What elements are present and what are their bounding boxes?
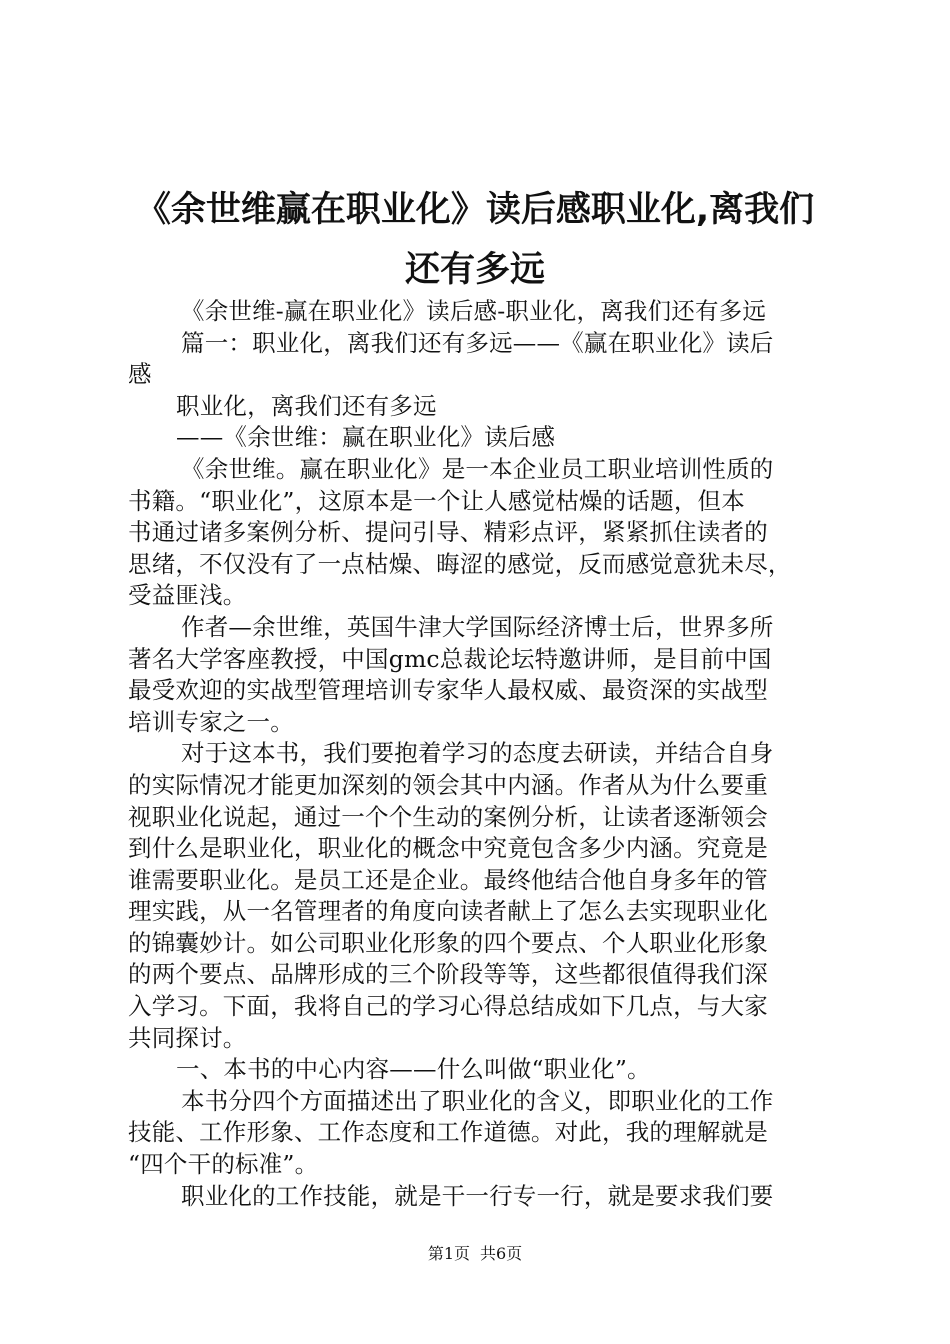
body-line: 职业化，离我们还有多远 xyxy=(176,391,437,420)
page-number: 第1页 xyxy=(427,1244,470,1263)
body-line: 最受欢迎的实战型管理培训专家华人最权威、最资深的实战型 xyxy=(128,676,768,705)
body-line: 作者—余世维，英国牛津大学国际经济博士后，世界多所 xyxy=(181,612,774,641)
page-total: 共6页 xyxy=(480,1244,523,1263)
body-line: 感 xyxy=(128,360,152,389)
body-line: 的实际情况才能更加深刻的领会其中内涵。作者从为什么要重 xyxy=(128,770,768,799)
body-line: 的锦囊妙计。如公司职业化形象的四个要点、个人职业化形象 xyxy=(128,928,768,957)
body-line: 著名大学客座教授，中国gmc总裁论坛特邀讲师，是目前中国 xyxy=(128,644,772,673)
body-line: 共同探讨。 xyxy=(128,1023,247,1052)
body-line: 培训专家之一。 xyxy=(128,707,294,736)
body-line: 谁需要职业化。是员工还是企业。最终他结合他自身多年的管 xyxy=(128,865,768,894)
body-line: 职业化的工作技能，就是干一行专一行，就是要求我们要 xyxy=(181,1181,774,1210)
page-footer xyxy=(0,1244,950,1264)
body-line: 理实践，从一名管理者的角度向读者献上了怎么去实现职业化 xyxy=(128,897,768,926)
body-line: 书籍。“职业化”，这原本是一个让人感觉枯燥的话题，但本 xyxy=(128,486,745,515)
body-line: 的两个要点、品牌形成的三个阶段等等，这些都很值得我们深 xyxy=(128,960,768,989)
body-line: 受益匪浅。 xyxy=(128,581,247,610)
document-body xyxy=(128,296,828,1212)
body-line: 入学习。下面，我将自己的学习心得总结成如下几点，与大家 xyxy=(128,992,768,1021)
body-line: 篇一：职业化，离我们还有多远——《赢在职业化》读后 xyxy=(181,328,774,357)
body-line: 本书分四个方面描述出了职业化的含义，即职业化的工作 xyxy=(181,1086,774,1115)
document-title-line-1: 《余世维赢在职业化》读后感职业化,离我们 xyxy=(135,190,815,230)
document-title-line-2: 还有多远 xyxy=(404,250,545,290)
body-line: “四个干的标准”。 xyxy=(128,1150,319,1179)
body-line: 视职业化说起，通过一个个生动的案例分析，让读者逐渐领会 xyxy=(128,802,768,831)
section-heading: 一、本书的中心内容——什么叫做“职业化”。 xyxy=(176,1055,651,1084)
body-line: 《余世维-赢在职业化》读后感-职业化，离我们还有多远 xyxy=(181,297,767,325)
body-line: 思绪，不仅没有了一点枯燥、晦涩的感觉，反而感觉意犹未尽， xyxy=(128,549,792,578)
body-line: ——《余世维：赢在职业化》读后感 xyxy=(176,423,556,452)
body-line: 对于这本书，我们要抱着学习的态度去研读，并结合自身 xyxy=(181,739,774,768)
body-line: 到什么是职业化，职业化的概念中究竟包含多少内涵。究竟是 xyxy=(128,834,768,863)
body-line: 书通过诸多案例分析、提问引导、精彩点评，紧紧抓住读者的 xyxy=(128,518,768,547)
body-line: 技能、工作形象、工作态度和工作道德。对此，我的理解就是 xyxy=(128,1118,768,1147)
body-line: 《余世维。赢在职业化》是一本企业员工职业培训性质的 xyxy=(181,454,774,483)
